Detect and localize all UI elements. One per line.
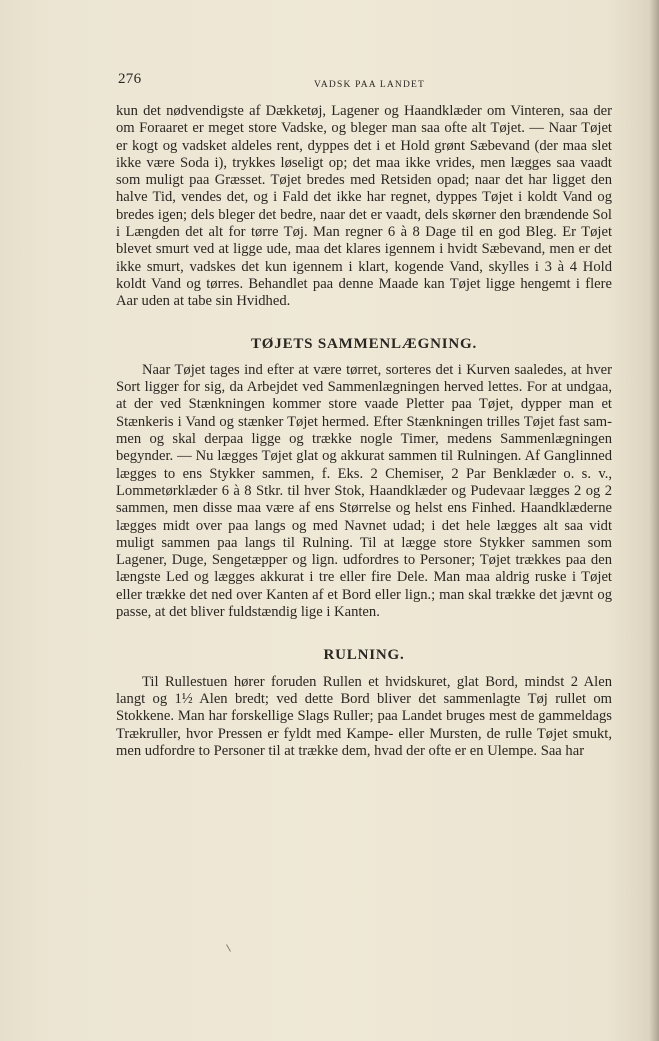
page-edge-shadow <box>649 0 659 1041</box>
paragraph-washing-bleaching: kun det nødvendigste af Dækketøj, Lagener og Haandklæder om Vinteren, saa der om Foraaret er meget store Vadske, og bleger man saa ofte alt Tøjet. — Naar Tøjet er kogt og vadsket aldeles rent, dyppes det i et Hold grønt Sæbevand (der maa slet ikke være Soda i), trykkes løseligt op; det maa ikke vrides, men lægges saa vaadt som muligt paa Græsset. Tøjet bredes med Retsiden opad; naar det har ligget den halve Tid, vendes det, og i Fald det ikke har regnet, dyppes Tøjet i koldt Vand og bredes igen; dels bleger det bedre, naar det er vaadt, dels skørner den brændende Sol i Længden det alt for tørre Tøj. Man regner 6 à 8 Dage til en god Bleg. Er Tøjet blevet smurt ved at ligge ude, maa det klares igennem i hvidt Sæbevand, men er det ikke smurt, vadskes det kun igennem i klart, kogende Vand, skylles i 3 à 4 Hold koldt Vand og tørres. Behandlet paa denne Maade kan Tøjet ligge hengemt i flere Aar uden at tabe sin Hvidhed. <box>116 103 612 310</box>
paragraph-mangling: Til Rullestuen hører foruden Rullen et hvidskuret, glat Bord, mindst 2 Alen langt og 1½ Alen bredt; ved dette Bord bliver det sammenlagte Tøj rullet om Stokkene. Man har forskellige Slags Ruller; paa Landet bruges mest de gammeldags Trækruller, hvor Pressen er fyldt med Kampe- eller Mursten, de rulle Tøjet smukt, men udfordre to Personer til at trække dem, hvad der ofte er en Ulempe. Saa har <box>116 673 612 759</box>
paper-mark <box>226 944 231 951</box>
paragraph-folding: Naar Tøjet tages ind efter at være tørret, sorteres det i Kurven saaledes, at hver Sort ligger for sig, da Arbejdet ved Sammenlægningen herved lettes. For at undgaa, at der ved Stænkningen kommer store vaade Pletter paa Tøjet, dypper man et Stænkeris i Vand og stænker Tøjet hermed. Efter Stænkningen trilles Tøjet fast sammen og skal derpaa ligge og trække nogle Timer, medens Sammenlægningen begynder. — Nu lægges Tøjet glat og akkurat sammen til Rulningen. Af Ganglinned lægges to ens Stykker sammen, f. Eks. 2 Chemiser, 2 Par Benklæder o. s. v., Lommetørklæder 6 à 8 Stkr. til hver Stok, Haandklæder og Pudevaar lægges 2 og 2 sammen, men disse maa være af ens Størrelse og helst ens Finhed. Haandklæderne lægges midt over paa langs og med Navnet udad; i det hele lægges alt saa vidt muligt sammen paa langs til Rulning. Til at lægge store Stykker sammen som Lagener, Duge, Sengetæpper og lign. udfordres to Personer; Tøjet trækkes paa den længste Led og lægges akkurat i tre eller fire Dele. Man maa aldrig ruske i Tøjet eller trække det ned over Kanten af et Bord eller lign.; man skal trække det jævnt og passe, at det bliver fuldstændig lige i Kanten. <box>116 361 612 621</box>
text-block <box>116 103 612 760</box>
page-number: 276 <box>118 71 142 87</box>
section-title-mangling: RULNING. <box>323 647 405 664</box>
section-title-folding: TØJETS SAMMENLÆGNING. <box>251 335 477 352</box>
running-head: VADSK PAA LANDET <box>314 80 426 90</box>
